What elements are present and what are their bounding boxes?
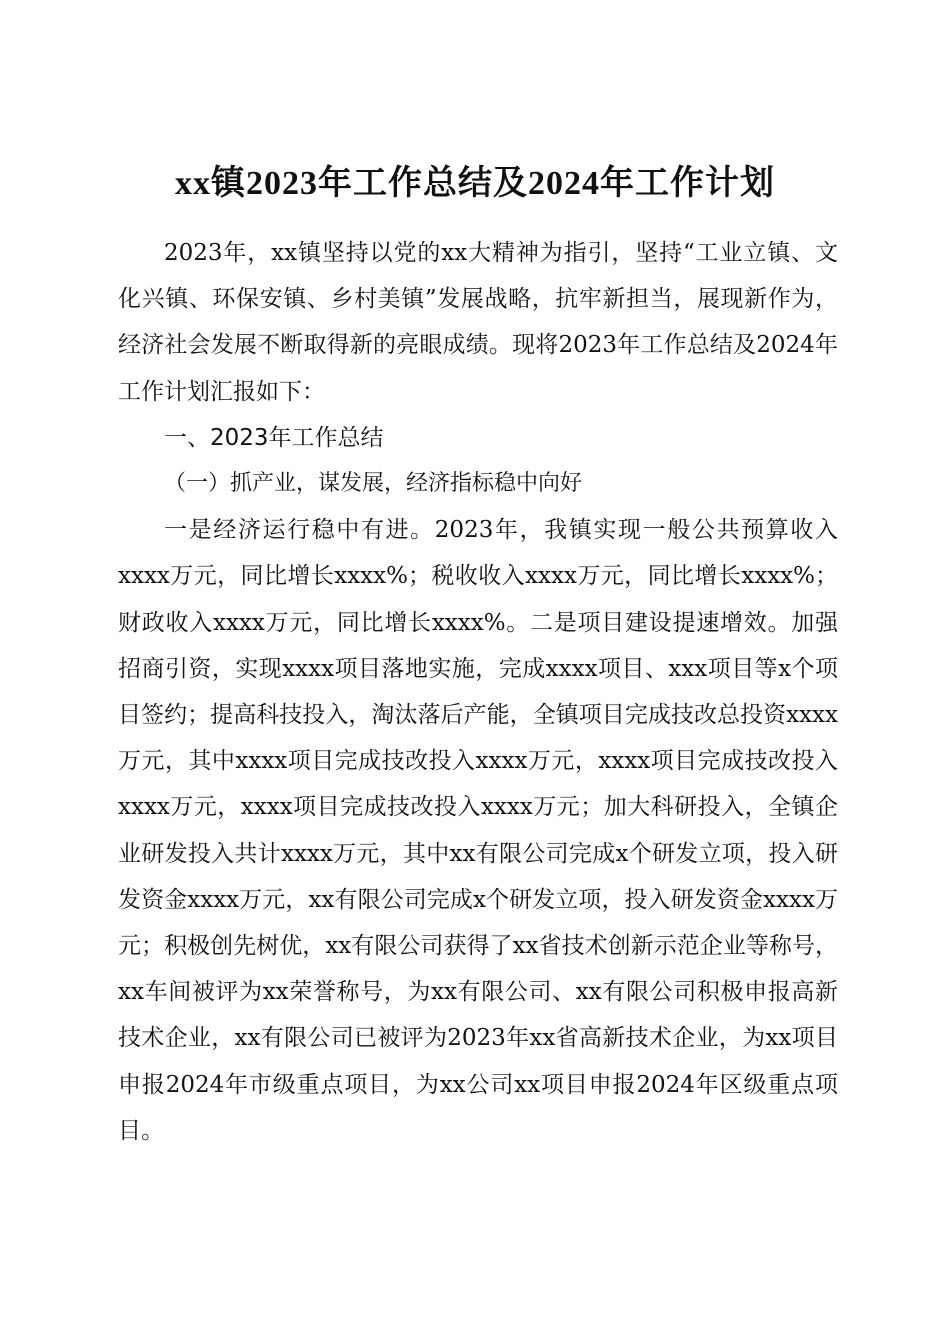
intro-paragraph: 2023年，xx镇坚持以党的xx大精神为指引，坚持“工业立镇、文化兴镇、环保安镇、乡村美镇”发展战略，抗牢新担当，展现新作为，经济社会发展不断取得新的亮眼成绩。现将2023年工作总结及2024年工作计划汇报如下： xyxy=(118,240,838,405)
document-body xyxy=(118,230,838,1154)
body-paragraph: 一是经济运行稳中有进。2023年，我镇实现一般公共预算收入xxxx万元，同比增长xxxx%；税收收入xxxx万元，同比增长xxxx%；财政收入xxxx万元，同比增长xxxx%。二是项目建设提速增效。加强招商引资，实现xxxx项目落地实施，完成xxxx项目、xxx项目等x个项目签约；提高科技投入，淘汰落后产能，全镇项目完成技改总投资xxxx万元，其中xxxx项目完成技改投入xxxx万元，xxxx项目完成技改投入xxxx万元，xxxx项目完成技改投入xxxx万元；加大科研投入，全镇企业研发投入共计xxxx万元，其中xx有限公司完成x个研发立项，投入研发资金xxxx万元，xx有限公司完成x个研发立项，投入研发资金xxxx万元；积极创先树优，xx有限公司获得了xx省技术创新示范企业等称号，xx车间被评为xx荣誉称号，为xx有限公司、xx有限公司积极申报高新技术企业，xx有限公司已被评为2023年xx省高新技术企业，为xx项目申报2024年市级重点项目，为xx公司xx项目申报2024年区级重点项目。 xyxy=(118,517,838,1144)
section-heading: 一、2023年工作总结 xyxy=(164,424,384,451)
subsection-heading: （一）抓产业，谋发展，经济指标稳中向好 xyxy=(164,471,583,497)
page-title: xx镇2023年工作总结及2024年工作计划 xyxy=(175,164,775,202)
